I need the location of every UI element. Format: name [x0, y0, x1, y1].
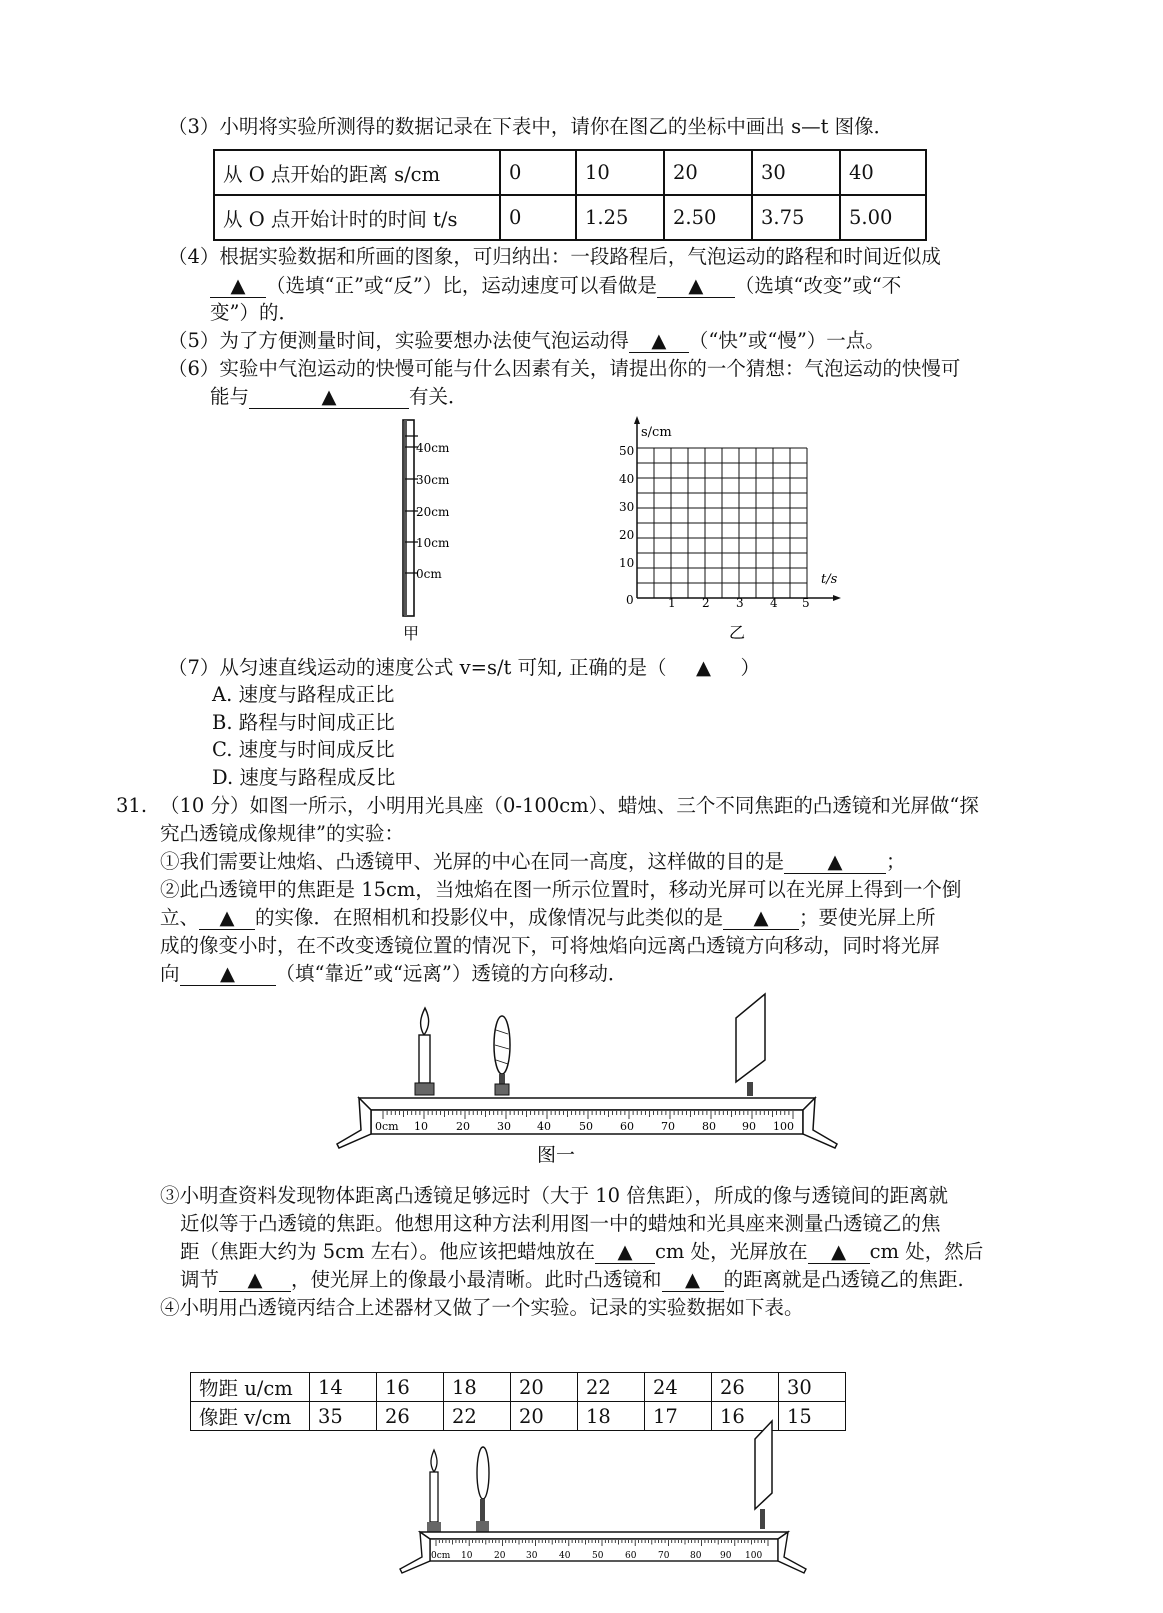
tube-shade	[404, 420, 407, 616]
answer-blank[interactable]: ▲	[180, 963, 276, 986]
scale-label: 90	[720, 1551, 732, 1561]
table-cell: 20	[511, 1402, 578, 1431]
x-tick-label: 3	[736, 596, 744, 610]
answer-blank[interactable]: ▲	[808, 1241, 870, 1264]
figure-jia-tube	[385, 412, 465, 648]
figure-yi-grid	[615, 412, 850, 644]
answer-blank[interactable]: ▲	[210, 275, 266, 298]
scale-label: 0cm	[431, 1551, 451, 1561]
table-cell: 5.00	[840, 195, 926, 240]
q31-p3-line3	[180, 1238, 983, 1266]
origin-label: 0	[626, 593, 634, 607]
q4-line2	[210, 272, 901, 300]
scale-label: 50	[592, 1551, 604, 1561]
lens-holder	[495, 1084, 509, 1095]
q5-text: （5）为了方便测量时间，实验要想办法使气泡运动得	[168, 329, 629, 352]
x-tick-label: 2	[702, 596, 710, 610]
row1-header: 物距 u/cm	[191, 1373, 310, 1402]
figure-caption: 图一	[537, 1144, 576, 1166]
scale-label: 20cm	[416, 505, 450, 519]
q31-text: cm 处，光屏放在	[654, 1240, 808, 1263]
y-axis-label: s/cm	[641, 425, 672, 440]
scale-label: 60	[620, 1120, 634, 1133]
table-cell: 22	[578, 1373, 645, 1402]
distance-time-table	[213, 149, 927, 241]
q3-text: （3）小明将实验所测得的数据记录在下表中，请你在图乙的坐标中画出 s—t 图像．	[168, 115, 894, 138]
table-cell: 15	[779, 1402, 846, 1431]
q5-text: （“快”或“慢”）一点。	[688, 329, 885, 352]
table-cell: 30	[752, 150, 840, 195]
table-cell: 2.50	[664, 195, 752, 240]
optical-bench-figure-1	[335, 990, 840, 1170]
q7-option-b: B. 路程与时间成正比	[212, 711, 395, 734]
q31-text: ；要使光屏上所	[799, 906, 936, 929]
q7-stem	[168, 654, 760, 682]
q31-p4: ④小明用凸透镜丙结合上述器材又做了一个实验。记录的实验数据如下表。	[160, 1296, 804, 1319]
q31-line1: （10 分）如图一所示，小明用光具座（0-100cm）、蜡烛、三个不同焦距的凸透镜和光屏做“探	[160, 794, 979, 817]
table-cell: 22	[444, 1402, 511, 1431]
lens-post	[499, 1074, 505, 1084]
q31-p2-line2	[160, 904, 936, 932]
q31-text: 的距离就是凸透镜乙的焦距.	[723, 1268, 964, 1291]
answer-blank[interactable]: ▲	[662, 1269, 724, 1292]
scale-label: 0cm	[375, 1120, 399, 1133]
q7-text: ）	[740, 656, 760, 679]
answer-blank[interactable]: ▲	[784, 851, 886, 874]
q31-text: ①我们需要让烛焰、凸透镜甲、光屏的中心在同一高度，这样做的目的是	[160, 850, 785, 873]
q31-text: 的实像．在照相机和投影仪中，成像情况与此类似的是	[255, 906, 724, 929]
candle	[419, 1035, 430, 1083]
table-cell: 1.25	[576, 195, 664, 240]
answer-blank[interactable]: ▲	[199, 907, 255, 930]
q31-text: ，使光屏上的像最小最清晰。此时凸透镜和	[291, 1268, 662, 1291]
table-cell: 26	[377, 1402, 444, 1431]
x-axis-arrow	[833, 595, 841, 601]
figure-caption: 乙	[729, 623, 746, 642]
scale-label: 30	[526, 1551, 538, 1561]
x-tick-label: 1	[668, 596, 676, 610]
scale-label: 40	[559, 1551, 571, 1561]
table-cell: 0	[500, 150, 576, 195]
q7-text: （7）从匀速直线运动的速度公式 v=s/t 可知, 正确的是（	[168, 656, 667, 679]
lens-post	[480, 1499, 485, 1523]
q4-text: （选填“正”或“反”）比，运动速度可以看做是	[266, 274, 657, 297]
q4-line1: （4）根据实验数据和所画的图象，可归纳出：一段路程后，气泡运动的路程和时间近似成	[168, 245, 941, 268]
bench-top	[420, 1532, 788, 1539]
scale-label: 50	[579, 1120, 593, 1133]
scale-label: 10cm	[416, 536, 450, 550]
table-cell: 16	[712, 1402, 779, 1431]
answer-blank[interactable]: ▲	[657, 275, 735, 298]
q31-text: ；	[886, 850, 906, 873]
table-cell: 0	[500, 195, 576, 240]
q31-number: 31.	[116, 794, 148, 817]
table-cell: 40	[840, 150, 926, 195]
q31-text: cm 处，然后	[869, 1240, 984, 1263]
x-tick-label: 5	[802, 596, 810, 610]
table-cell: 18	[444, 1373, 511, 1402]
q7-option-c: C. 速度与时间成反比	[212, 738, 395, 761]
answer-placeholder[interactable]: ▲	[695, 656, 711, 679]
y-tick-label: 20	[619, 528, 635, 542]
scale-label: 30cm	[416, 473, 450, 487]
candle	[430, 1472, 438, 1522]
light-screen	[736, 994, 765, 1082]
q31-text: 距（焦距大约为 5cm 左右）。他应该把蜡烛放在	[180, 1240, 595, 1263]
lens-holder	[476, 1521, 489, 1532]
scale-label: 100	[745, 1551, 763, 1561]
y-tick-label: 50	[619, 444, 635, 458]
scale-label: 70	[661, 1120, 675, 1133]
candle-flame	[431, 1450, 437, 1472]
candle-holder	[415, 1083, 434, 1095]
q7-option-a: A. 速度与路程成正比	[212, 683, 395, 706]
bench-top	[359, 1098, 815, 1110]
scale-label: 80	[702, 1120, 716, 1133]
scale-label: 100	[773, 1120, 794, 1133]
q31-text: （填“靠近”或“远离”）透镜的方向移动．	[275, 962, 628, 985]
table-cell: 16	[377, 1373, 444, 1402]
scale-label: 40cm	[416, 441, 450, 455]
y-tick-label: 40	[619, 472, 635, 486]
q31-line2: 究凸透镜成像规律”的实验：	[160, 822, 404, 845]
q6-line2	[210, 383, 468, 411]
q6-text: 能与	[210, 385, 250, 408]
q31-text: 调节	[180, 1268, 220, 1291]
scale-label: 10	[414, 1120, 428, 1133]
q31-p3-line2: 近似等于凸透镜的焦距。他想用这种方法利用图一中的蜡烛和光具座来测量凸透镜乙的焦	[180, 1212, 941, 1235]
scale-label: 10	[461, 1551, 473, 1561]
candle-holder	[427, 1522, 441, 1532]
q31-p2-line1: ②此凸透镜甲的焦距是 15cm，当烛焰在图一所示位置时，移动光屏可以在光屏上得到一个倒	[160, 878, 962, 901]
q4-line3: 变”）的．	[210, 301, 298, 324]
q31-p1	[160, 848, 906, 876]
optical-bench-figure-2	[398, 1417, 808, 1577]
scale-label: 80	[690, 1551, 702, 1561]
q5-line	[168, 327, 885, 355]
answer-blank[interactable]: ▲	[723, 907, 799, 930]
row1-header: 从 O 点开始的距离 s/cm	[214, 150, 500, 195]
grid-lines	[637, 448, 807, 598]
row2-header: 从 O 点开始计时的时间 t/s	[214, 195, 500, 240]
table-cell: 20	[664, 150, 752, 195]
q7-option-d: D. 速度与路程成反比	[212, 766, 396, 789]
q31-p3-line4	[180, 1266, 964, 1294]
screen-post	[760, 1509, 765, 1529]
table-cell: 10	[576, 150, 664, 195]
screen-post	[747, 1082, 753, 1096]
answer-blank[interactable]: ▲	[219, 1269, 291, 1292]
y-tick-label: 30	[619, 500, 635, 514]
table-cell: 14	[310, 1373, 377, 1402]
bench-right-foot	[778, 1532, 806, 1573]
table-cell: 20	[511, 1373, 578, 1402]
q6-line1: （6）实验中气泡运动的快慢可能与什么因素有关，请提出你的一个猜想：气泡运动的快慢可	[168, 357, 961, 380]
table-cell: 26	[712, 1373, 779, 1402]
table-cell: 35	[310, 1402, 377, 1431]
bench-right-foot	[803, 1098, 837, 1148]
answer-blank[interactable]: ▲	[629, 330, 689, 353]
row2-header: 像距 v/cm	[191, 1402, 310, 1431]
scale-label: 40	[537, 1120, 551, 1133]
scale-label: 20	[494, 1551, 506, 1561]
table-cell: 18	[578, 1402, 645, 1431]
x-tick-label: 4	[770, 596, 778, 610]
scale-label: 60	[625, 1551, 637, 1561]
answer-blank[interactable]: ▲	[249, 386, 409, 409]
bench-left-foot	[337, 1098, 371, 1148]
scale-label: 30	[497, 1120, 511, 1133]
q6-text: 有关．	[409, 385, 468, 408]
answer-blank[interactable]: ▲	[595, 1241, 655, 1264]
figure-caption: 甲	[403, 624, 420, 643]
convex-lens	[477, 1447, 489, 1499]
scale-label: 20	[456, 1120, 470, 1133]
scale-label: 0cm	[416, 567, 442, 581]
x-axis-label: t/s	[821, 572, 838, 587]
y-tick-label: 10	[619, 556, 635, 570]
candle-flame	[421, 1008, 429, 1035]
q31-p2-line4	[160, 960, 627, 988]
q31-p2-line3: 成的像变小时，在不改变透镜位置的情况下，可将烛焰向远离凸透镜方向移动，同时将光屏	[160, 934, 941, 957]
scale-label: 70	[658, 1551, 670, 1561]
table-cell: 17	[645, 1402, 712, 1431]
bench-left-foot	[400, 1532, 430, 1573]
y-axis-arrow	[634, 416, 640, 424]
scale-label: 90	[742, 1120, 756, 1133]
q31-text: 立、	[160, 906, 200, 929]
table-cell: 30	[779, 1373, 846, 1402]
q31-text: 向	[160, 962, 180, 985]
q31-p3-line1: ③小明查资料发现物体距离凸透镜足够远时（大于 10 倍焦距），所成的像与透镜间的距离就	[160, 1184, 948, 1207]
table-cell: 24	[645, 1373, 712, 1402]
table-cell: 3.75	[752, 195, 840, 240]
light-screen	[755, 1421, 772, 1509]
q4-text: （选填“改变”或“不	[734, 274, 902, 297]
